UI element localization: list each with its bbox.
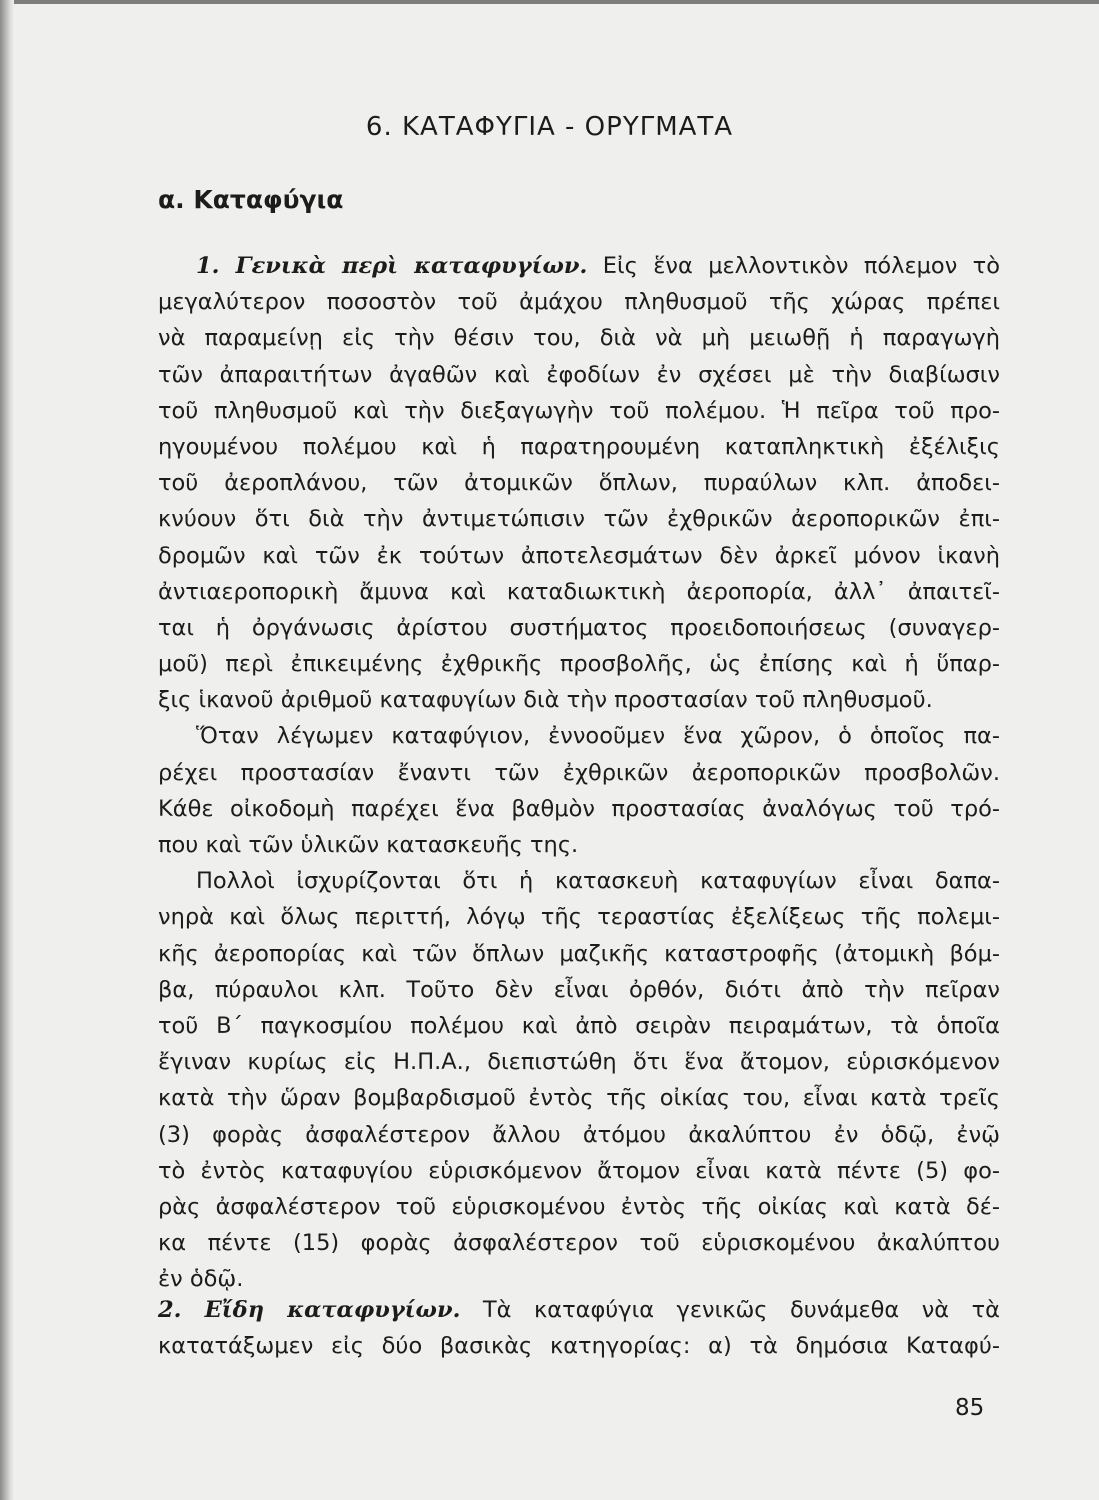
text-line: δρομῶν καὶ τῶν ἐκ τούτων ἀποτελεσμάτων δὲν ἀρκεῖ μόνον ἱκανὴ (158, 542, 1000, 569)
text-line: κνύουν ὅτι διὰ τὴν ἀντιμετώπισιν τῶν ἐχθρικῶν ἀεροπορικῶν ἐπι- (158, 506, 1000, 533)
text-line: τὸ ἐντὸς καταφυγίου εὑρισκόμενον ἄτομον εἶναι κατὰ πέντε (5) φο- (158, 1157, 1000, 1184)
paragraph-block-2 (158, 1292, 1000, 1364)
text-line: ηγουμένου πολέμου καὶ ἡ παρατηρουμένη καταπληκτικὴ ἐξέλιξις (158, 433, 1000, 460)
text-line: βα, πύραυλοι κλπ. Τοῦτο δὲν εἶναι ὀρθόν, διότι ἀπὸ τὴν πεῖραν (158, 976, 1000, 1003)
text-line: κατὰ τὴν ὥραν βομβαρδισμοῦ ἐντὸς τῆς οἰκίας του, εἶναι κατὰ τρεῖς (158, 1085, 1000, 1112)
runin-heading-2: 2. Εἴδη καταφυγίων. (158, 1297, 461, 1323)
text-line: ἀντιαεροπορικὴ ἄμυνα καὶ καταδιωκτικὴ ἀεροπορία, ἀλλ᾿ ἀπαιτεῖ- (158, 578, 1000, 605)
text-line: κῆς ἀεροπορίας καὶ τῶν ὅπλων μαζικῆς καταστροφῆς (ἀτομικὴ βόμ- (158, 940, 1000, 967)
text-line: 1. Γενικὰ περὶ καταφυγίων. Εἰς ἕνα μελλοντικὸν πόλεμον τὸ (196, 253, 1000, 279)
text-line: κατατάξωμεν εἰς δύο βασικὰς κατηγορίας: α) τὰ δημόσια Καταφύ- (158, 1333, 1000, 1360)
text-line: Κάθε οἰκοδομὴ παρέχει ἕνα βαθμὸν προστασίας ἀναλόγως τοῦ τρό- (158, 795, 1000, 822)
section-subheading: α. Καταφύγια (158, 185, 344, 214)
text-line: μοῦ) περὶ ἐπικειμένης ἐχθρικῆς προσβολῆς, ὡς ἐπίσης καὶ ἡ ὕπαρ- (158, 651, 1000, 678)
text-line: ρὰς ἀσφαλέστερον τοῦ εὑρισκομένου ἐντὸς τῆς οἰκίας καὶ κατὰ δέ- (158, 1193, 1000, 1220)
text-line: ἐν ὁδῷ. (158, 1266, 244, 1293)
text-line: τοῦ Β΄ παγκοσμίου πολέμου καὶ ἀπὸ σειρὰν πειραμάτων, τὰ ὁποῖα (158, 1012, 1000, 1039)
text-line: ρέχει προστασίαν ἔναντι τῶν ἐχθρικῶν ἀεροπορικῶν προσβολῶν. (158, 759, 1000, 786)
text-line: Πολλοὶ ἰσχυρίζονται ὅτι ἡ κατασκευὴ καταφυγίων εἶναι δαπα- (196, 868, 1000, 895)
text-line: κα πέντε (15) φορὰς ἀσφαλέστερον τοῦ εὑρισκομένου ἀκαλύπτου (158, 1230, 1000, 1257)
text-line: Ὅταν λέγωμεν καταφύγιον, ἐννοοῦμεν ἕνα χῶρον, ὁ ὁποῖος πα- (196, 723, 1000, 750)
page-top-edge (0, 0, 1099, 4)
page-number: 85 (955, 1395, 985, 1421)
runin-heading-1: 1. Γενικὰ περὶ καταφυγίων. (196, 253, 588, 279)
text-line: τοῦ πληθυσμοῦ καὶ τὴν διεξαγωγὴν τοῦ πολέμου. Ἡ πεῖρα τοῦ προ- (158, 397, 1000, 424)
paragraph-block-1 (158, 248, 1000, 1297)
binding-shadow (0, 0, 14, 1500)
text-line: (3) φορὰς ἀσφαλέστερον ἄλλου ἀτόμου ἀκαλύπτου ἐν ὁδῷ, ἐνῷ (158, 1121, 1000, 1148)
text-line: 2. Εἴδη καταφυγίων. Τὰ καταφύγια γενικῶς δυνάμεθα νὰ τὰ (158, 1297, 1000, 1323)
text-line: που καὶ τῶν ὑλικῶν κατασκευῆς της. (158, 832, 579, 858)
text-line: ται ἡ ὀργάνωσις ἀρίστου συστήματος προειδοποιήσεως (συναγερ- (158, 614, 1000, 641)
text-line: μεγαλύτερον ποσοστὸν τοῦ ἀμάχου πληθυσμοῦ τῆς χώρας πρέπει (158, 289, 1000, 316)
text-line: νὰ παραμείνῃ εἰς τὴν θέσιν του, διὰ νὰ μὴ μειωθῇ ἡ παραγωγὴ (158, 325, 1000, 352)
text-line: νηρὰ καὶ ὅλως περιττή, λόγῳ τῆς τεραστίας ἐξελίξεως τῆς πολεμι- (158, 904, 1000, 931)
text-line: τῶν ἀπαραιτήτων ἀγαθῶν καὶ ἐφοδίων ἐν σχέσει μὲ τὴν διαβίωσιν (158, 361, 1000, 388)
text-line: ἔγιναν κυρίως εἰς Η.Π.Α., διεπιστώθη ὅτι ἕνα ἄτομον, εὑρισκόμενον (158, 1049, 1000, 1076)
text-line: τοῦ ἀεροπλάνου, τῶν ἀτομικῶν ὅπλων, πυραύλων κλπ. ἀποδει- (158, 470, 1000, 497)
chapter-heading: 6. ΚΑΤΑΦΥΓΙΑ - ΟΡΥΓΜΑΤΑ (365, 112, 734, 142)
text-line: ξις ἱκανοῦ ἀριθμοῦ καταφυγίων διὰ τὴν προστασίαν τοῦ πληθυσμοῦ. (158, 687, 933, 714)
